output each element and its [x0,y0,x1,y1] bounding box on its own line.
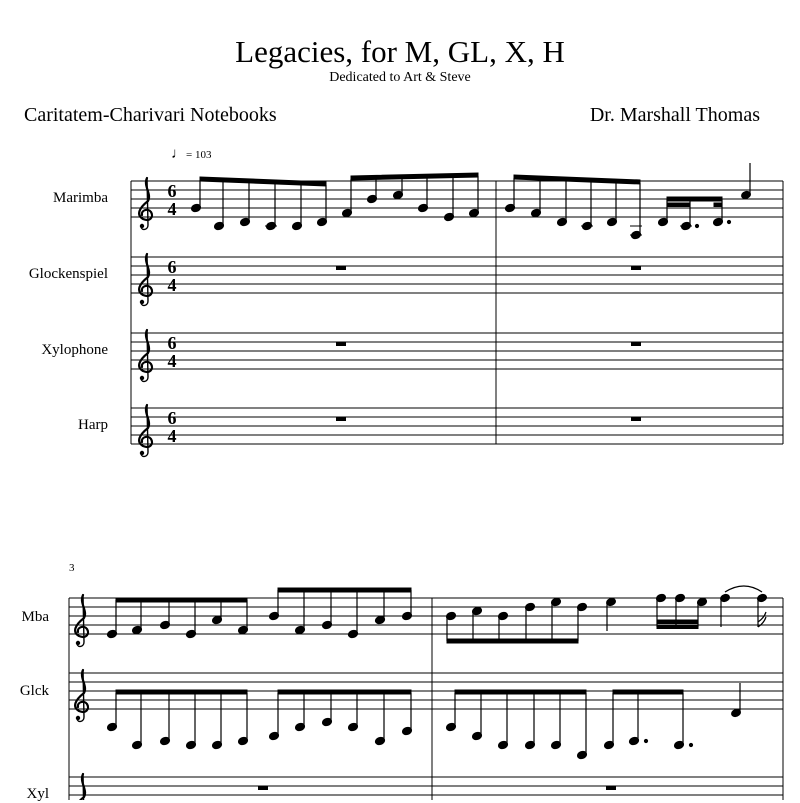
whole-rest-icon [606,786,616,790]
time-signature-bottom: 4 [167,199,177,219]
time-signature-bottom: 4 [167,426,177,446]
time-signature-top: 6 [167,257,177,277]
whole-rest-icon [631,417,641,421]
treble-clef-icon [75,595,88,646]
instrument-name-xylophone: Xylophone [41,342,108,358]
quarter-note-icon: ♩ [171,146,186,162]
tempo-value: = 103 [186,149,212,161]
staff-xyl [69,777,783,795]
treble-clef-icon [75,670,88,721]
time-signature-top: 6 [167,333,177,353]
treble-clef-icon [139,254,152,305]
whole-rest-icon [258,786,268,790]
staff-glockenspiel [131,257,783,293]
instrument-name-glockenspiel: Glockenspiel [28,266,108,282]
system-1 [131,163,783,456]
composer-name: Dr. Marshall Thomas [589,104,760,126]
time-signature-top: 6 [167,181,177,201]
whole-rest-icon [631,266,641,270]
collection-name: Caritatem-Charivari Notebooks [24,104,277,126]
measure-number: 3 [69,562,75,574]
time-signature-bottom: 4 [167,351,177,371]
time-signature-bottom: 4 [167,275,177,295]
glck-notes-measure-3 [107,690,413,750]
whole-rest-icon [336,417,346,421]
treble-clef-icon [139,330,152,381]
whole-rest-icon [336,342,346,346]
instrument-name-marimba: Marimba [53,190,108,206]
system-2 [69,586,783,800]
instrument-name-mba: Mba [21,609,49,625]
instrument-name-harp: Harp [78,417,108,433]
instrument-name-glck: Glck [19,683,49,699]
staff-harp [131,408,783,444]
staff-xylophone [131,333,783,369]
mba-notes-measure-3 [107,588,413,639]
instrument-name-xyl: Xyl [26,786,49,802]
whole-rest-icon [336,266,346,270]
marimba-notes-system-1 [191,163,752,240]
treble-clef-icon [139,405,152,456]
treble-clef-icon [139,178,152,229]
score-subtitle: Dedicated to Art & Steve [329,70,471,85]
time-signature-top: 6 [167,408,177,428]
barlines-system-1 [131,181,783,444]
glck-notes-measure-4 [446,683,742,760]
score-title: Legacies, for M, GL, X, H [235,34,565,69]
treble-clef-icon [75,774,88,800]
whole-rest-icon [631,342,641,346]
